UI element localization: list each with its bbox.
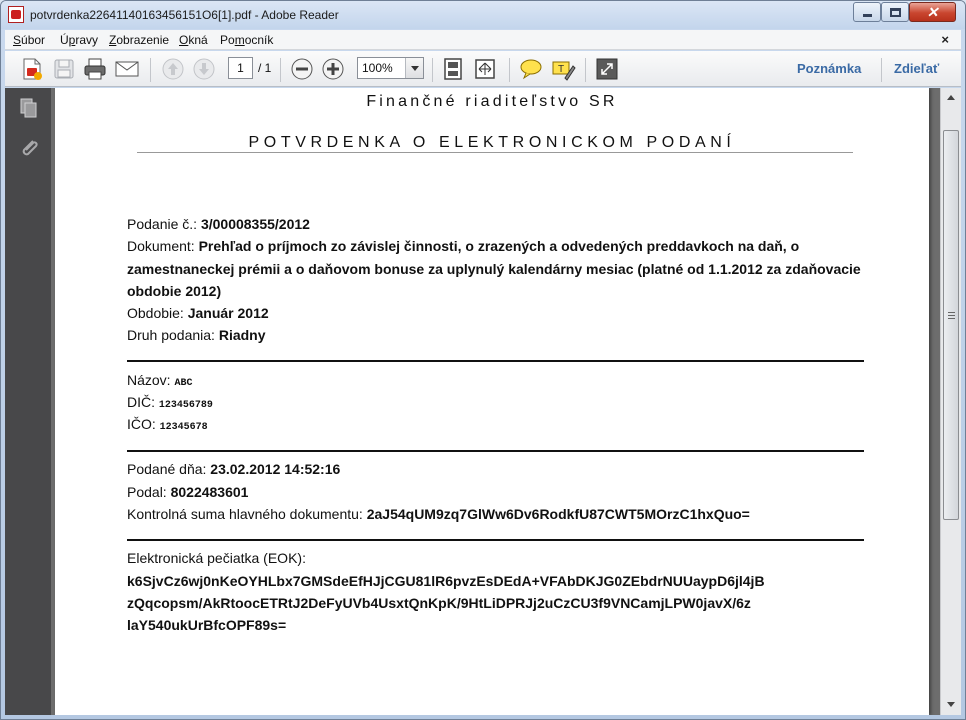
issuer-header: Finančné riaditeľstvo SR xyxy=(366,93,618,110)
period-line: Obdobie: Január 2012 xyxy=(127,305,269,321)
pdf-page xyxy=(55,88,929,715)
highlight-text-icon[interactable] xyxy=(550,56,576,82)
print-icon[interactable] xyxy=(82,56,108,82)
page-total: / 1 xyxy=(258,61,272,75)
seal-line-3: laY540ukUrBfcOPF89s= xyxy=(127,617,287,633)
svg-text:T: T xyxy=(557,64,565,75)
scroll-up-icon[interactable] xyxy=(943,90,959,106)
document-line-3: obdobie 2012) xyxy=(127,283,222,299)
section-divider xyxy=(127,539,864,541)
sticky-note-icon[interactable] xyxy=(518,56,544,82)
zoom-in-icon[interactable] xyxy=(320,56,346,82)
title-bar[interactable] xyxy=(1,1,965,29)
zoom-value: 100% xyxy=(362,61,393,75)
toolbar-separator xyxy=(150,58,151,82)
menu-edit[interactable]: Úpravy xyxy=(60,33,99,47)
menu-window[interactable]: Okná xyxy=(179,33,208,47)
maximize-icon xyxy=(890,8,901,17)
seal-label: Elektronická pečiatka (EOK): xyxy=(127,550,306,566)
window-title: potvrdenka22641140163456151O6[1].pdf - Adobe Reader xyxy=(30,8,339,22)
minimize-icon xyxy=(863,14,872,17)
menu-file[interactable]: Súbor xyxy=(13,33,46,47)
menu-help[interactable]: Pomocník xyxy=(220,33,274,47)
filed-on-line: Podané dňa: 23.02.2012 14:52:16 xyxy=(127,461,341,477)
dic-line: DIČ: 123456789 xyxy=(127,394,213,411)
section-divider xyxy=(127,360,864,362)
title-underline xyxy=(137,152,853,153)
filing-type-line: Druh podania: Riadny xyxy=(127,327,266,343)
create-pdf-icon[interactable] xyxy=(19,56,45,82)
seal-line-2: zQqcopsm/AkRtoocETRtJ2DeFyUVb4UsxtQnKpK/9HtLiDPRJj2uCzCU3f9VNCamjLPW0javX/6z xyxy=(127,595,751,611)
checksum-line: Kontrolná suma hlavného dokumentu: 2aJ54qUM9zq7GlWw6Dv6RodkfU87CWT5MOrzC1hxQuo= xyxy=(127,506,750,522)
maximize-button[interactable] xyxy=(881,2,909,22)
document-line-2: zamestnaneckej prémii a o daňovom bonuse za uplynulý kalendárny mesiac (platné od 1.1.2012 za zdaňovacie xyxy=(127,261,861,277)
next-page-icon[interactable] xyxy=(191,56,217,82)
fit-page-icon[interactable] xyxy=(440,56,466,82)
chevron-down-icon[interactable] xyxy=(405,58,423,78)
menu-view[interactable]: Zobrazenie xyxy=(109,33,170,47)
zoom-out-icon[interactable] xyxy=(289,56,315,82)
fit-width-icon[interactable] xyxy=(472,56,498,82)
pages-icon[interactable] xyxy=(17,96,41,120)
document-area[interactable] xyxy=(51,88,940,715)
name-line: Názov: ABC xyxy=(127,372,193,389)
share-pane-button[interactable]: Zdieľať xyxy=(894,61,940,76)
section-divider xyxy=(127,450,864,452)
document-title: POTVRDENKA O ELEKTRONICKOM PODANÍ xyxy=(248,134,736,151)
menu-bar xyxy=(5,30,961,50)
close-icon: ✕ xyxy=(926,4,939,20)
toolbar-separator xyxy=(509,58,510,82)
save-icon[interactable] xyxy=(51,56,77,82)
seal-line-1: k6SjvCz6wj0nKeOYHLbx7GMSdeEfHJjCGU81lR6pvzEsDEdA+VFAbDKJG0ZEbdrNUUaypD6jl4jB xyxy=(127,573,765,589)
submitted-by-line: Podal: 8022483601 xyxy=(127,484,249,500)
filing-number-line: Podanie č.: 3/00008355/2012 xyxy=(127,216,310,232)
email-icon[interactable] xyxy=(114,56,140,82)
zoom-select[interactable] xyxy=(357,57,424,79)
toolbar-separator xyxy=(881,58,882,82)
scroll-down-icon[interactable] xyxy=(943,697,959,713)
previous-page-icon[interactable] xyxy=(160,56,186,82)
toolbar xyxy=(5,51,961,87)
toolbar-separator xyxy=(280,58,281,82)
ico-line: IČO: 12345678 xyxy=(127,416,208,433)
scroll-thumb[interactable] xyxy=(943,130,959,520)
close-window-button[interactable] xyxy=(909,2,956,22)
toolbar-separator xyxy=(585,58,586,82)
comment-pane-button[interactable]: Poznámka xyxy=(797,61,862,76)
pdf-file-icon xyxy=(8,6,24,23)
attachments-icon[interactable] xyxy=(17,136,41,160)
page-number-input[interactable]: 1 xyxy=(228,57,253,79)
navigation-panel xyxy=(5,88,51,715)
close-document-button[interactable]: × xyxy=(941,32,949,47)
toolbar-separator xyxy=(432,58,433,82)
full-screen-icon[interactable] xyxy=(594,56,620,82)
vertical-scrollbar[interactable] xyxy=(940,88,961,715)
minimize-button[interactable] xyxy=(853,2,881,22)
document-line-1: Dokument: Prehľad o príjmoch zo závislej činnosti, o zrazených a odvedených preddavkoch na daň, o xyxy=(127,238,800,254)
